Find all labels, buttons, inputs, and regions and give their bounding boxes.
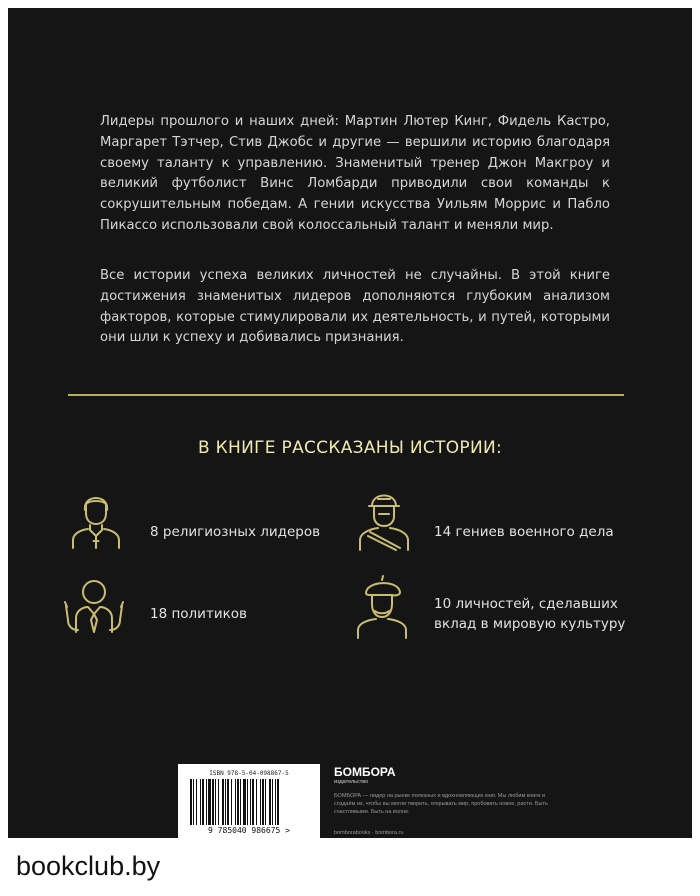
stat-military-geniuses: 14 гениев военного дела: [434, 524, 614, 540]
artist-icon: [346, 568, 418, 640]
divider-line: [68, 394, 624, 396]
isbn-barcode: [178, 764, 320, 839]
site-watermark: bookclub.by: [16, 851, 161, 881]
soldier-icon: [348, 480, 420, 552]
publisher-tagline: БОМБОРА — лидер на рынке полезных и вдохновляющих книг. Мы любим книги и создаём их, чтобы вы могли творить, открывать мир, пробовать новое, расти. Быть счастливыми. Быть на волне.: [334, 793, 548, 815]
section-title: В КНИГЕ РАССКАЗАНЫ ИСТОРИИ:: [197, 438, 503, 458]
barcode-digits: 9 785040 986675 >: [208, 826, 290, 835]
stat-culture-figures: 10 личностей, сделавших вклад в мировую культуру: [434, 596, 626, 632]
barcode-bars: [188, 779, 310, 825]
description-paragraph-2: Все истории успеха великих личностей не случайны. В этой книге достижения знаменитых лидеров дополняются глубоким анализом факторов, которые стимулировали их деятельность, и путей, которыми они шли к успеху и добивались признания.: [100, 268, 610, 346]
description-paragraph-1: Лидеры прошлого и наших дней: Мартин Лютер Кинг, Фидель Кастро, Маргарет Тэтчер, Стив Джобс и другие — вершили историю благодаря своему таланту к управлению. Знаменитый тренер Джон Макгроу и великий футболист Винс Ломбарди приводили свои команды к сокрушительным победам. А гении искусства Уильям Моррис и Пабло Пикассо использовали свой колоссальный талант и меняли мир.: [100, 114, 610, 233]
stat-politicians: 18 политиков: [150, 606, 247, 622]
priest-icon: [60, 478, 132, 550]
politician-icon: [58, 568, 130, 640]
publisher-subtitle: издательство: [334, 779, 369, 785]
stat-religious-leaders: 8 религиозных лидеров: [150, 524, 321, 540]
publisher-links: bomborabooks · bombora.ru: [334, 830, 404, 836]
isbn-number: ISBN 978-5-04-098867-5: [209, 770, 289, 777]
book-back-cover: [8, 8, 692, 838]
publisher-logo: БОМБОРА: [334, 765, 396, 779]
